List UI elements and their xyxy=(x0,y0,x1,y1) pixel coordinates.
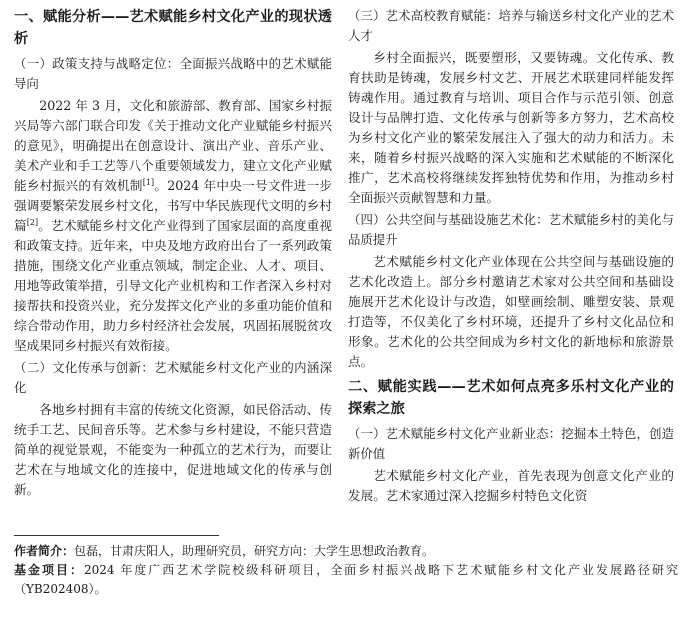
subsection-heading-3: （三）艺术高校教育赋能：培养与输送乡村文化产业的艺术人才 xyxy=(348,8,674,43)
paragraph-heritage: 各地乡村拥有丰富的传统文化资源，如民俗活动、传统手工艺、民间音乐等。艺术参与乡村建设，不能只营造简单的视觉景观，不能变为一种孤立的艺术行为，而要让艺术在与地域文化的连接中，促进地域文化的传承与创新。 xyxy=(14,402,332,497)
paragraph-public-space: 艺术赋能乡村文化产业体现在公共空间与基础设施的艺术化改造上。部分乡村邀请艺术家对公共空间和基础设施展开艺术化设计与改造，如壁画绘制、雕塑安装、景观打造等，不仅美化了乡村环境，还提升了乡村文化品位和形象。艺术化的公共空间成为乡村文化的新地标和旅游景点。 xyxy=(348,254,674,369)
fund-label: 基金项目： xyxy=(14,563,84,577)
paragraph-policy-part2: 。2024 年中央一号文件进一步强调要繁荣发展乡村文化，书写中华民族现代文明的乡村篇 xyxy=(14,178,333,233)
subsection-heading-5: （一）艺术赋能乡村文化产业新业态：挖掘本土特色，创造新价值 xyxy=(348,426,674,461)
footnote-divider xyxy=(14,535,219,536)
section-heading-1: 一、赋能分析——艺术赋能乡村文化产业的现状透析 xyxy=(14,9,332,47)
right-column xyxy=(348,6,674,508)
subsection-heading-4: （四）公共空间与基础设施艺术化：艺术赋能乡村的美化与品质提升 xyxy=(348,212,674,247)
subsection-heading-2: （二）文化传承与创新：艺术赋能乡村文化产业的内涵深化 xyxy=(14,360,332,395)
paragraph-new-forms: 艺术赋能乡村文化产业，首先表现为创意文化产业的发展。艺术家通过深入挖掘乡村特色文化资 xyxy=(348,468,674,503)
author-note xyxy=(14,542,678,561)
subsection-heading-1: （一）政策支持与战略定位：全面振兴战略中的艺术赋能导向 xyxy=(14,56,332,91)
citation-1[interactable]: [1] xyxy=(142,177,155,187)
citation-2[interactable]: [2] xyxy=(26,217,39,227)
fund-note xyxy=(14,561,678,599)
paragraph-education: 乡村全面振兴，既要塑形，又要铸魂。文化传承、教育扶助是铸魂，发展乡村文艺、开展艺术联建同样能发挥铸魂作用。通过教育与培训、项目合作与示范引领、创意设计与品牌打造、文化传承与创新等多方努力，艺术高校为乡村文化产业的繁荣发展注入了强大的动力和活力。未来，随着乡村振兴战略的深入实施和艺术赋能的不断深化推广，艺术高校将继续发挥独特优势和作用，为推动乡村全面振兴贡献智慧和力量。 xyxy=(348,50,674,205)
paragraph-policy xyxy=(14,96,332,356)
footnote-block xyxy=(14,542,678,599)
section-heading-2: 二、赋能实践——艺术如何点亮多乐村文化产业的探索之旅 xyxy=(348,379,674,417)
fund-text: 2024 年度广西艺术学院校级科研项目，全面乡村振兴战略下艺术赋能乡村文化产业发展路径研究（YB202408）。 xyxy=(14,563,678,596)
left-column xyxy=(14,6,332,502)
paragraph-policy-part3: 。艺术赋能乡村文化产业得到了国家层面的高度重视和政策支持。近年来，中央及地方政府出台了一系列政策措施，围绕文化产业重点领域，制定企业、人才、项目、用地等政策举措，引导文化产业机构和工作者深入乡村对接帮扶和投资兴业，充分发挥文化产业的多重功能价值和综合带动作用，助力乡村经济社会发展，巩固拓展脱贫攻坚成果同乡村振兴有效衔接。 xyxy=(14,218,333,353)
paragraph-policy-part1: 2022 年 3 月，文化和旅游部、教育部、国家乡村振兴局等六部门联合印发《关于推动文化产业赋能乡村振兴的意见》，明确提出在创意设计、演出产业、音乐产业、美术产业和手工艺等八个重要领域发力，建立文化产业赋能乡村振兴的有效机制 xyxy=(14,98,332,193)
author-text: 包磊，甘肃庆阳人，助理研究员，研究方向：大学生思想政治教育。 xyxy=(74,544,435,558)
author-label: 作者简介： xyxy=(14,544,75,558)
